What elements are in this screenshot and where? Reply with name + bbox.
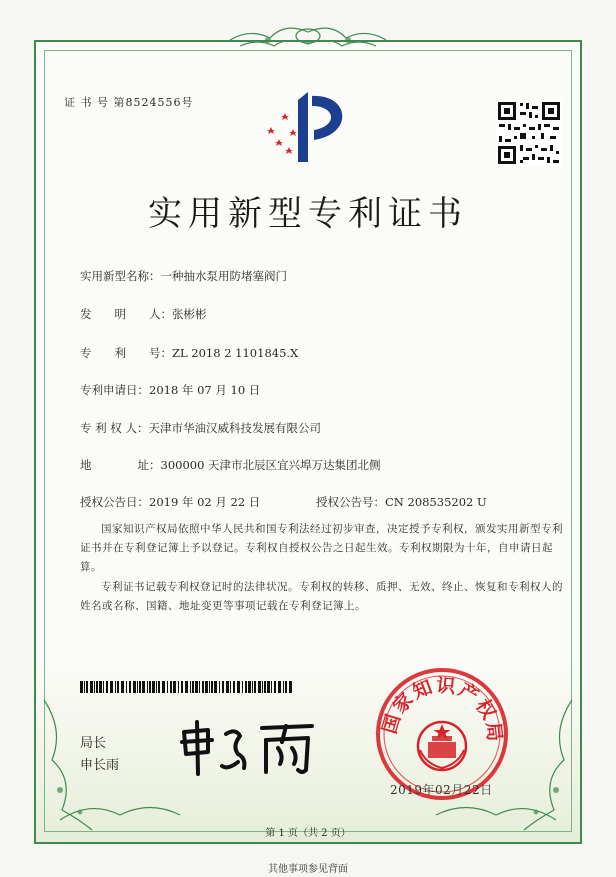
footer-note: 其他事项参见背面 [268,864,348,875]
body-paragraph-1: 国家知识产权局依照中华人民共和国专利法经过初步审查，决定授予专利权，颁发实用新型专利证书并在专利登记簿上予以登记。专利权自授权公告之日起生效。专利权期限为十年，自申请日起算。 [80,523,563,573]
qr-code [496,100,562,166]
field-value: 天津市华油汉威科技发展有限公司 [148,421,321,435]
national-emblem [418,722,466,770]
field-filing-date [80,382,260,398]
field-label: 专 利 权 人： [80,421,149,435]
field-label: 授权公告日： [80,495,149,509]
field-patentee [80,420,321,436]
field-label: 实用新型名称： [80,269,161,283]
field-grant-date [80,494,260,510]
handwritten-signature [178,718,318,778]
field-value: 一种抽水泵用防堵塞阀门 [160,269,287,283]
field-patent-number [80,345,298,361]
body-paragraph-2: 专利证书记载专利权登记时的法律状况。专利权的转移、质押、无效、终止、恢复和专利权人的姓名或名称、国籍、地址变更等事项记载在专利登记簿上。 [80,581,563,612]
field-inventor [80,306,207,322]
field-label: 地 址： [80,458,161,472]
field-label: 发 明 人： [80,307,172,321]
field-value: 张彬彬 [172,307,207,321]
field-value: CN 208535202 U [385,495,487,509]
signature-title: 局长 [80,736,107,751]
signature-name: 申长雨 [80,758,120,773]
field-value: 2018 年 07 月 10 日 [149,383,261,397]
seal-date: 2019年02月22日 [390,783,493,797]
field-value: 300000 天津市北辰区宜兴埠万达集团北侧 [160,458,381,472]
field-label: 专 利 号： [80,346,172,360]
seal-text: 国家知识产权局 [378,674,506,745]
patent-office-logo [262,90,352,166]
certificate-number: 证 书 号 第8524556号 [64,96,194,109]
page-number: 第 1 页（共 2 页） [265,828,351,839]
certificate-title: 实用新型专利证书 [148,194,468,234]
field-value: ZL 2018 2 1101845.X [172,346,299,360]
field-label: 授权公告号： [316,495,385,509]
field-value: 2019 年 02 月 22 日 [149,495,261,509]
field-utility-name [80,268,287,284]
field-address [80,457,381,473]
barcode [80,681,296,693]
field-grant-number [316,494,487,510]
field-label: 专利申请日： [80,383,149,397]
